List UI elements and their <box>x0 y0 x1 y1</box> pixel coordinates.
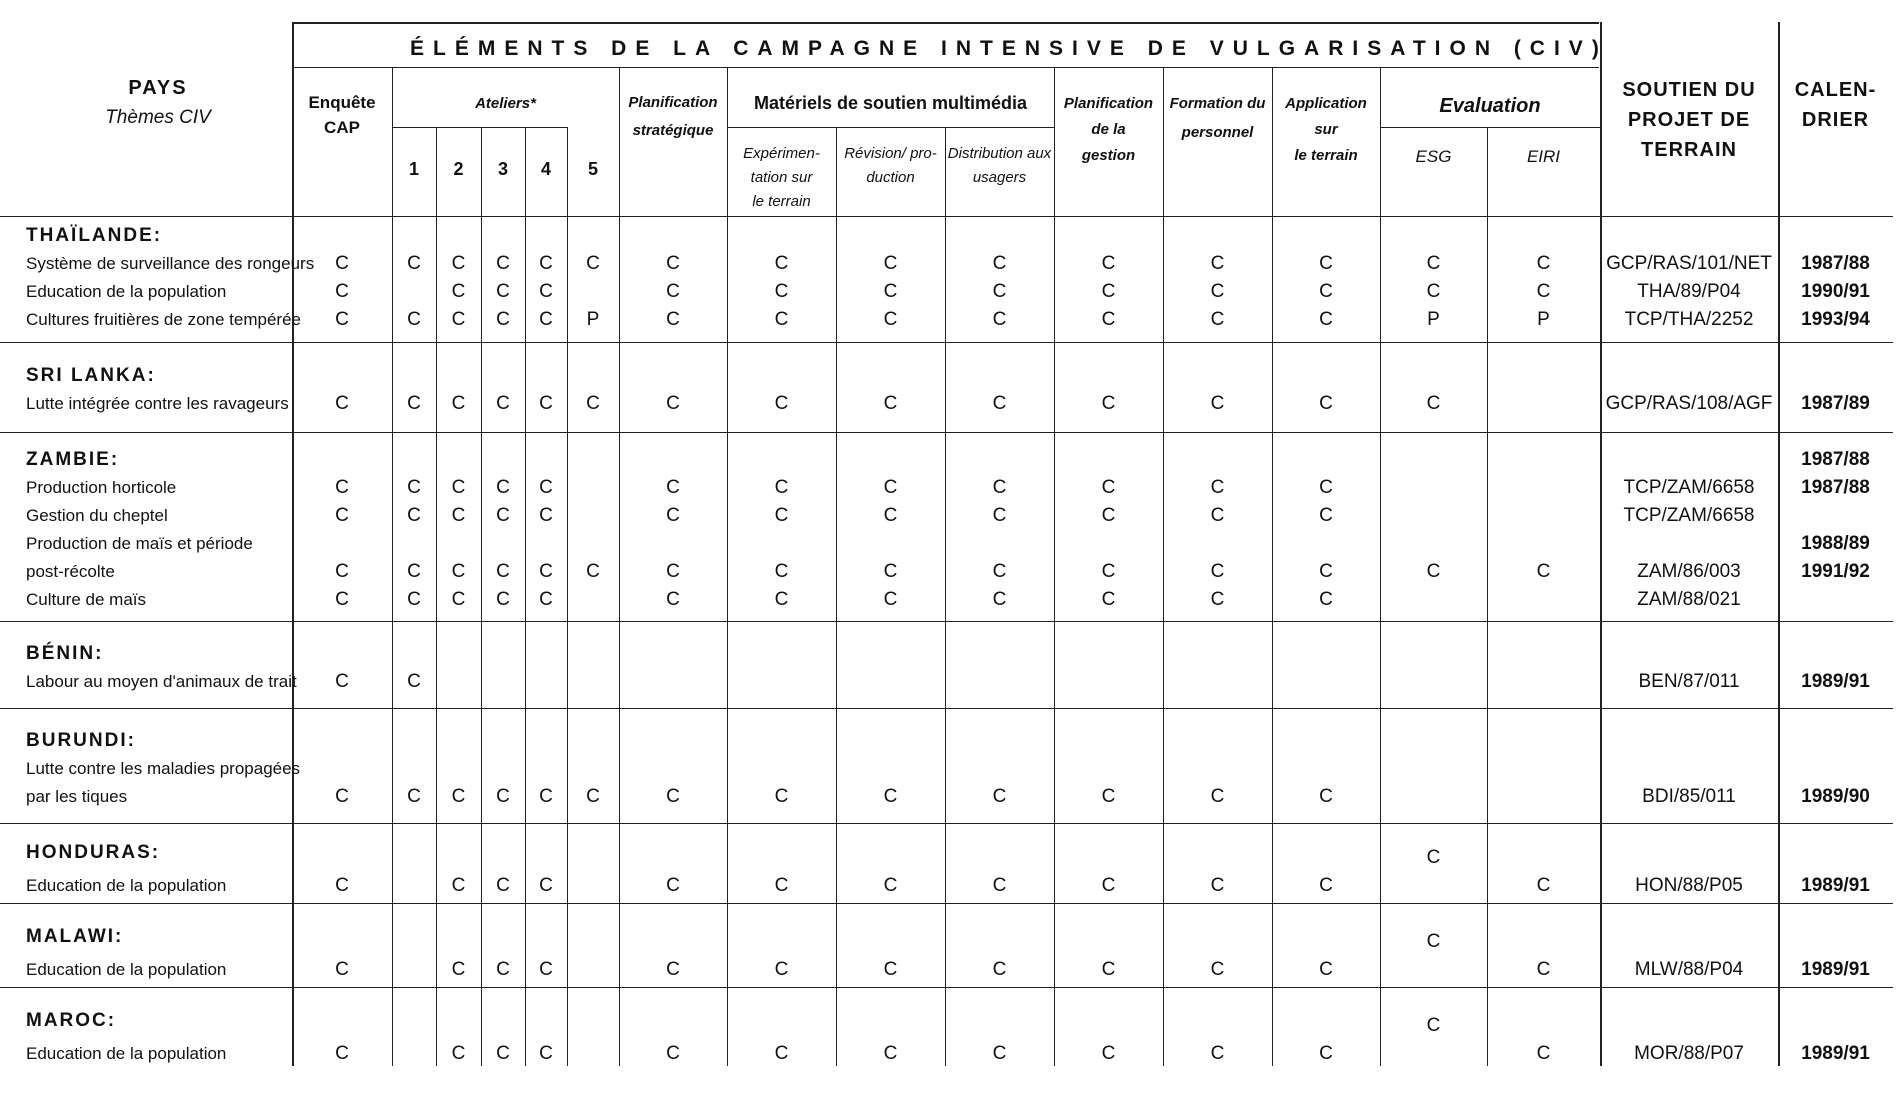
country-label: BURUNDI: <box>26 730 136 751</box>
group-separator <box>0 432 1893 433</box>
cell-mark: C <box>335 281 349 302</box>
cell-mark: C <box>666 561 680 582</box>
theme-label: Lutte contre les maladies propagées <box>26 759 301 778</box>
group-separator <box>0 342 1893 343</box>
cell-mark: C <box>1426 561 1441 582</box>
project-code: HON/88/P05 <box>1635 875 1743 896</box>
cell-mark: C <box>335 477 349 498</box>
cell-mark: C <box>451 875 466 896</box>
rule-line <box>481 127 482 1066</box>
cell-mark: C <box>992 281 1007 302</box>
cell-mark: C <box>992 875 1007 896</box>
cell-mark: C <box>1210 393 1225 414</box>
cell-mark: C <box>1319 875 1333 896</box>
cell-mark: C <box>666 253 680 274</box>
cell-mark: C <box>883 253 898 274</box>
enquete-header-line1: Enquête <box>308 93 376 112</box>
cell-mark: C <box>883 477 898 498</box>
theme-label: post-récolte <box>26 562 115 581</box>
cell-mark: C <box>992 1043 1007 1064</box>
planif-strat-line1: Planification <box>628 94 718 111</box>
cell-mark: C <box>335 671 349 692</box>
group-separator <box>0 987 1893 988</box>
cell-mark: C <box>451 309 466 330</box>
materiels-subheader: tation sur <box>750 169 813 186</box>
project-code: GCP/RAS/101/NET <box>1606 253 1772 274</box>
cell-mark: C <box>1319 589 1333 610</box>
cell-mark: C <box>496 281 510 302</box>
materiels-subheader: usagers <box>972 169 1027 186</box>
cell-mark: C <box>586 786 600 807</box>
theme-label: Lutte intégrée contre les ravageurs <box>26 394 289 413</box>
cell-mark: C <box>1319 393 1333 414</box>
cell-mark: C <box>992 477 1007 498</box>
cell-mark: C <box>335 959 349 980</box>
formation-header: Formation du <box>1169 95 1266 112</box>
calendrier-header: CALEN- <box>1794 79 1877 101</box>
cell-mark: C <box>883 589 898 610</box>
cell-mark: C <box>539 393 553 414</box>
theme-label: Production de maïs et période <box>26 534 253 553</box>
rule-line <box>292 67 1599 68</box>
calendar-year: 1987/88 <box>1801 449 1870 470</box>
cell-mark: C <box>992 561 1007 582</box>
cell-mark: C <box>496 959 510 980</box>
cell-mark: C <box>1319 281 1333 302</box>
cell-mark: C <box>407 393 421 414</box>
cell-mark: C <box>1426 1015 1441 1036</box>
calendar-year: 1987/89 <box>1801 393 1870 414</box>
rule-line <box>727 127 1054 128</box>
cell-mark: C <box>1101 309 1116 330</box>
pays-header: PAYS <box>128 77 188 99</box>
rule-line <box>292 22 1599 24</box>
cell-mark: C <box>586 393 600 414</box>
cell-mark: C <box>1101 589 1116 610</box>
calendar-year: 1989/91 <box>1801 875 1870 896</box>
rule-line <box>1778 22 1780 1066</box>
country-label: HONDURAS: <box>26 842 161 863</box>
cell-mark: C <box>407 786 421 807</box>
rule-line <box>1163 67 1164 1066</box>
cell-mark: C <box>451 561 466 582</box>
theme-label: Education de la population <box>26 876 227 895</box>
cell-mark: C <box>539 281 553 302</box>
cell-mark: C <box>1210 875 1225 896</box>
cell-mark: C <box>539 875 553 896</box>
application-header: Application <box>1285 95 1367 112</box>
cell-mark: C <box>1319 959 1333 980</box>
project-code: THA/89/P04 <box>1637 281 1741 302</box>
atelier-number: 2 <box>453 159 464 179</box>
cell-mark: C <box>1101 561 1116 582</box>
rule-line <box>836 127 837 1066</box>
group-separator <box>0 903 1893 904</box>
cell-mark: C <box>883 393 898 414</box>
cell-mark: C <box>666 309 680 330</box>
country-label: ZAMBIE: <box>26 449 120 470</box>
atelier-number: 3 <box>497 159 509 179</box>
project-code: MLW/88/P04 <box>1634 959 1744 980</box>
cell-mark: C <box>496 786 510 807</box>
cell-mark: C <box>496 589 510 610</box>
planif-gestion-header: de la <box>1091 121 1126 138</box>
cell-mark: C <box>883 1043 898 1064</box>
theme-label: Culture de maïs <box>26 590 146 609</box>
rule-line <box>945 127 946 1066</box>
cell-mark: C <box>1319 786 1333 807</box>
cell-mark: C <box>774 393 789 414</box>
calendar-year: 1993/94 <box>1801 309 1870 330</box>
cell-mark: C <box>1210 959 1225 980</box>
cell-mark: C <box>407 671 421 692</box>
materiels-subheader: Expérimen- <box>743 145 820 162</box>
cell-mark: C <box>496 505 510 526</box>
cell-mark: C <box>407 253 421 274</box>
cell-mark: C <box>539 505 553 526</box>
country-label: MALAWI: <box>26 926 124 947</box>
cell-mark: C <box>451 393 466 414</box>
cell-mark: C <box>1319 477 1333 498</box>
cell-mark: C <box>451 786 466 807</box>
cell-mark: C <box>774 1043 789 1064</box>
materiels-subheader: duction <box>866 169 915 186</box>
cell-mark: C <box>774 959 789 980</box>
cell-mark: C <box>774 589 789 610</box>
cell-mark: C <box>774 786 789 807</box>
cell-mark: C <box>1101 959 1116 980</box>
cell-mark: C <box>774 253 789 274</box>
country-label: SRI LANKA: <box>26 365 156 386</box>
cell-mark: C <box>883 561 898 582</box>
eval-esg-header: ESG <box>1415 147 1452 166</box>
cell-mark: C <box>774 281 789 302</box>
materiels-header: Matériels de soutien multimédia <box>753 93 1028 113</box>
atelier-number: 5 <box>587 159 599 179</box>
evaluation-header: Evaluation <box>1439 95 1541 117</box>
cell-mark: C <box>451 505 466 526</box>
cell-mark: C <box>1210 505 1225 526</box>
cell-mark: C <box>1210 253 1225 274</box>
cell-mark: C <box>451 959 466 980</box>
calendar-year: 1989/91 <box>1801 959 1870 980</box>
cell-mark: C <box>539 589 553 610</box>
group-separator <box>0 621 1893 622</box>
cell-mark: C <box>451 281 466 302</box>
rule-line <box>392 127 567 128</box>
rule-line <box>1272 67 1273 1066</box>
cell-mark: C <box>539 959 553 980</box>
cell-mark: P <box>1537 309 1550 330</box>
country-label: BÉNIN: <box>26 643 104 664</box>
table-title: ÉLÉMENTS DE LA CAMPAGNE INTENSIVE DE VULGARISATION (CIV) <box>410 37 1608 60</box>
cell-mark: C <box>666 786 680 807</box>
project-code: GCP/RAS/108/AGF <box>1605 393 1773 414</box>
cell-mark: C <box>666 875 680 896</box>
theme-label: par les tiques <box>26 787 128 806</box>
cell-mark: C <box>992 959 1007 980</box>
group-separator <box>0 708 1893 709</box>
cell-mark: C <box>883 281 898 302</box>
cell-mark: C <box>666 281 680 302</box>
rule-line <box>392 67 393 1066</box>
cell-mark: C <box>1101 505 1116 526</box>
cell-mark: C <box>335 561 349 582</box>
cell-mark: C <box>539 477 553 498</box>
cell-mark: C <box>666 505 680 526</box>
country-label: MAROC: <box>26 1010 117 1031</box>
rule-line <box>1487 127 1488 1066</box>
cell-mark: C <box>1210 309 1225 330</box>
cell-mark: C <box>1101 393 1116 414</box>
calendar-year: 1991/92 <box>1801 561 1870 582</box>
theme-label: Système de surveillance des rongeurs <box>26 254 315 273</box>
rule-line <box>1380 67 1381 1066</box>
cell-mark: C <box>496 309 510 330</box>
cell-mark: C <box>774 309 789 330</box>
cell-mark: C <box>496 393 510 414</box>
calendar-year: 1989/91 <box>1801 671 1870 692</box>
calendar-year: 1987/88 <box>1801 253 1870 274</box>
calendrier-header: DRIER <box>1801 109 1870 131</box>
cell-mark: C <box>451 253 466 274</box>
cell-mark: C <box>666 477 680 498</box>
cell-mark: C <box>774 477 789 498</box>
cell-mark: C <box>1319 1043 1333 1064</box>
cell-mark: C <box>883 309 898 330</box>
cell-mark: C <box>451 477 466 498</box>
cell-mark: C <box>992 786 1007 807</box>
cell-mark: C <box>774 505 789 526</box>
cell-mark: C <box>1319 505 1333 526</box>
cell-mark: C <box>1536 875 1551 896</box>
project-code: MOR/88/P07 <box>1634 1043 1744 1064</box>
cell-mark: C <box>1536 281 1551 302</box>
eval-eiri-header: EIRI <box>1526 147 1561 166</box>
cell-mark: C <box>496 253 510 274</box>
cell-mark: C <box>992 589 1007 610</box>
cell-mark: C <box>1210 281 1225 302</box>
cell-mark: C <box>539 786 553 807</box>
cell-mark: C <box>335 875 349 896</box>
cell-mark: C <box>496 1043 510 1064</box>
materiels-subheader: le terrain <box>752 193 811 210</box>
cell-mark: C <box>335 786 349 807</box>
cell-mark: C <box>666 393 680 414</box>
cell-mark: C <box>407 561 421 582</box>
cell-mark: C <box>586 561 600 582</box>
project-code: ZAM/86/003 <box>1637 561 1741 582</box>
cell-mark: C <box>335 1043 349 1064</box>
cell-mark: C <box>1210 477 1225 498</box>
calendar-year: 1987/88 <box>1801 477 1870 498</box>
rule-line <box>436 127 437 1066</box>
cell-mark: C <box>1101 477 1116 498</box>
project-code: ZAM/88/021 <box>1637 589 1741 610</box>
cell-mark: C <box>1101 875 1116 896</box>
calendar-year: 1988/89 <box>1801 533 1870 554</box>
calendar-year: 1989/91 <box>1801 1043 1870 1064</box>
cell-mark: C <box>539 253 553 274</box>
cell-mark: C <box>1426 931 1441 952</box>
theme-label: Gestion du cheptel <box>26 506 168 525</box>
rule-line <box>1054 67 1055 1066</box>
rule-line <box>619 67 620 1066</box>
cell-mark: C <box>451 589 466 610</box>
cell-mark: C <box>586 253 600 274</box>
soutien-header: TERRAIN <box>1641 139 1737 161</box>
cell-mark: C <box>666 959 680 980</box>
project-code: TCP/ZAM/6658 <box>1623 477 1755 498</box>
rule-line <box>292 22 294 1066</box>
materiels-subheader: Révision/ pro- <box>844 145 937 162</box>
atelier-number: 4 <box>540 159 552 179</box>
themes-header: Thèmes CIV <box>105 107 211 128</box>
cell-mark: C <box>1101 281 1116 302</box>
soutien-header: SOUTIEN DU <box>1622 79 1756 101</box>
planif-gestion-header: Planification <box>1063 95 1154 112</box>
cell-mark: C <box>992 253 1007 274</box>
cell-mark: C <box>1426 393 1441 414</box>
cell-mark: C <box>1426 281 1441 302</box>
cell-mark: C <box>1536 959 1551 980</box>
cell-mark: P <box>1427 309 1440 330</box>
cell-mark: C <box>407 477 421 498</box>
rule-line <box>1600 22 1602 1066</box>
cell-mark: C <box>1210 1043 1225 1064</box>
theme-label: Education de la population <box>26 960 227 979</box>
cell-mark: C <box>335 505 349 526</box>
cell-mark: C <box>335 393 349 414</box>
formation-header: personnel <box>1181 124 1254 141</box>
cell-mark: C <box>666 589 680 610</box>
cell-mark: C <box>496 561 510 582</box>
cell-mark: C <box>1426 253 1441 274</box>
theme-label: Cultures fruitières de zone tempérée <box>26 310 301 329</box>
cell-mark: C <box>335 589 349 610</box>
ateliers-header: Ateliers* <box>475 95 536 112</box>
cell-mark: C <box>407 309 421 330</box>
project-code: TCP/ZAM/6658 <box>1623 505 1755 526</box>
cell-mark: C <box>451 1043 466 1064</box>
rule-line <box>727 67 728 1066</box>
cell-mark: C <box>1101 1043 1116 1064</box>
project-code: TCP/THA/2252 <box>1624 309 1754 330</box>
cell-mark: C <box>407 589 421 610</box>
cell-mark: C <box>1536 561 1551 582</box>
materiels-subheader: Distribution aux <box>947 145 1052 162</box>
project-code: BDI/85/011 <box>1642 786 1736 807</box>
cell-mark: C <box>1210 589 1225 610</box>
cell-mark: C <box>1319 561 1333 582</box>
soutien-header: PROJET DE <box>1627 109 1751 131</box>
cell-mark: C <box>1210 786 1225 807</box>
cell-mark: C <box>1536 253 1551 274</box>
cell-mark: C <box>496 477 510 498</box>
planif-strat-line2: stratégique <box>632 122 714 139</box>
atelier-number: 1 <box>408 159 420 179</box>
application-header: sur <box>1314 121 1338 138</box>
cell-mark: C <box>335 253 349 274</box>
cell-mark: C <box>496 875 510 896</box>
cell-mark: C <box>1426 847 1441 868</box>
calendar-year: 1990/91 <box>1801 281 1870 302</box>
cell-mark: C <box>407 505 421 526</box>
cell-mark: C <box>1536 1043 1551 1064</box>
cell-mark: C <box>1210 561 1225 582</box>
cell-mark: C <box>1319 309 1333 330</box>
rule-line <box>567 127 568 1066</box>
group-separator <box>0 823 1893 824</box>
rule-line <box>1380 127 1600 128</box>
cell-mark: C <box>1101 786 1116 807</box>
cell-mark: C <box>992 309 1007 330</box>
application-header: le terrain <box>1294 147 1358 164</box>
cell-mark: C <box>335 309 349 330</box>
rule-line <box>525 127 526 1066</box>
cell-mark: P <box>586 309 600 330</box>
cell-mark: C <box>883 959 898 980</box>
cell-mark: C <box>539 561 553 582</box>
theme-label: Education de la population <box>26 282 227 301</box>
cell-mark: C <box>992 393 1007 414</box>
country-label: THAÏLANDE: <box>26 225 163 246</box>
cell-mark: C <box>666 1043 680 1064</box>
theme-label: Labour au moyen d'animaux de trait <box>26 672 297 691</box>
cell-mark: C <box>1101 253 1116 274</box>
planif-gestion-header: gestion <box>1081 147 1136 164</box>
theme-label: Production horticole <box>26 478 177 497</box>
cell-mark: C <box>774 561 789 582</box>
cell-mark: C <box>883 505 898 526</box>
cell-mark: C <box>539 1043 553 1064</box>
rule-line <box>0 216 1893 217</box>
cell-mark: C <box>1319 253 1333 274</box>
cell-mark: C <box>992 505 1007 526</box>
calendar-year: 1989/90 <box>1801 786 1870 807</box>
theme-label: Education de la population <box>26 1044 227 1063</box>
cell-mark: C <box>774 875 789 896</box>
cell-mark: C <box>539 309 553 330</box>
cell-mark: C <box>883 786 898 807</box>
cell-mark: C <box>883 875 898 896</box>
project-code: BEN/87/011 <box>1638 671 1740 692</box>
enquete-header-line2: CAP <box>324 118 360 137</box>
